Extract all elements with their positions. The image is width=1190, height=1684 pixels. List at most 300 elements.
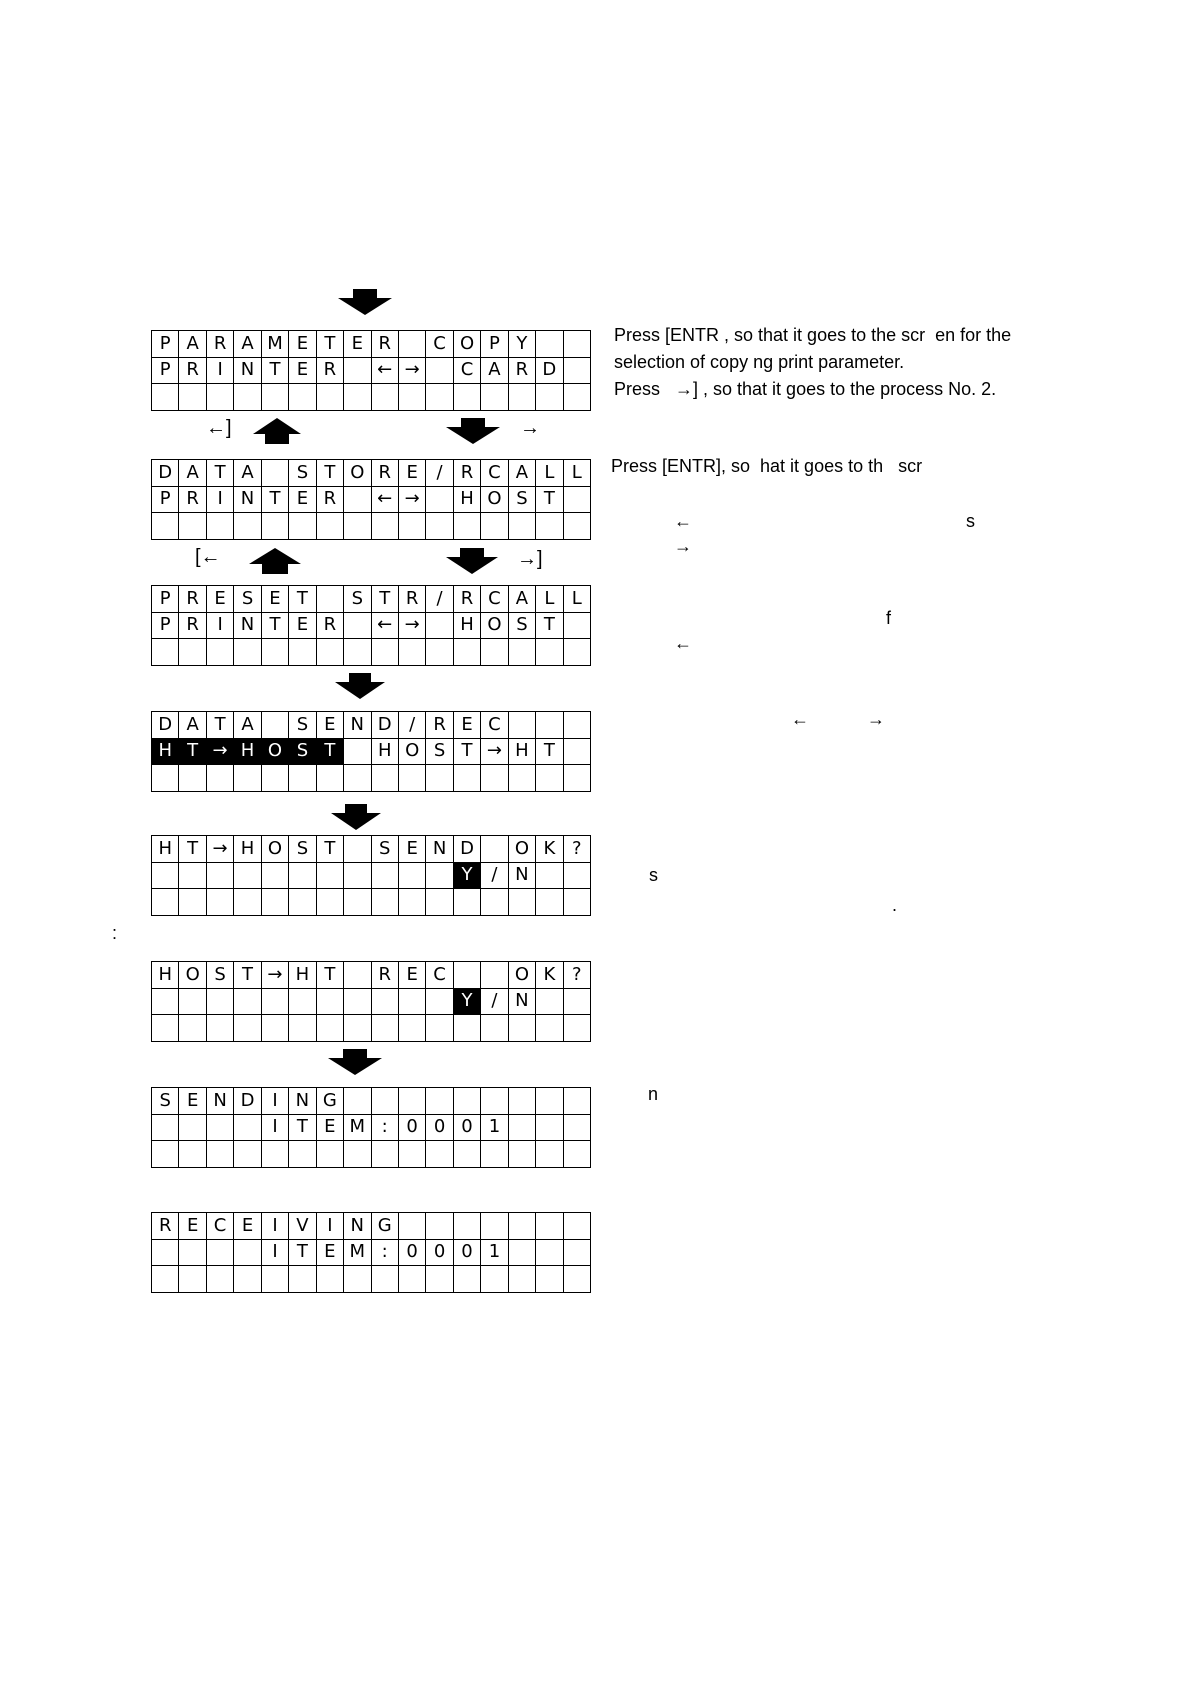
lcd-cell bbox=[152, 1266, 179, 1293]
lcd-cell bbox=[564, 765, 591, 792]
lcd-cell bbox=[454, 384, 481, 411]
lcd-cell bbox=[564, 863, 591, 890]
lcd-screen-data-send-rec bbox=[151, 711, 591, 792]
lcd-cell: T bbox=[262, 613, 289, 640]
lcd-cell bbox=[234, 989, 261, 1016]
lcd-cell: 0 bbox=[454, 1240, 481, 1267]
lcd-cell bbox=[564, 1088, 591, 1115]
lcd-cell: R bbox=[317, 358, 344, 385]
lcd-cell bbox=[564, 358, 591, 385]
lcd-cell bbox=[481, 1088, 508, 1115]
lcd-cell bbox=[481, 384, 508, 411]
lcd-cell bbox=[317, 513, 344, 540]
lcd-cell: → bbox=[399, 487, 426, 514]
lcd-cell: ← bbox=[372, 487, 399, 514]
lcd-cell: A bbox=[179, 712, 206, 739]
lcd-cell bbox=[426, 1015, 453, 1042]
lcd-cell bbox=[317, 1141, 344, 1168]
lcd-screen-receiving bbox=[151, 1212, 591, 1293]
lcd-cell bbox=[509, 1015, 536, 1042]
lcd-screen-sending bbox=[151, 1087, 591, 1168]
lcd-cell bbox=[481, 1141, 508, 1168]
lcd-cell bbox=[207, 989, 234, 1016]
lcd-cell: T bbox=[317, 739, 344, 766]
lcd-cell bbox=[509, 513, 536, 540]
lcd-cell bbox=[262, 863, 289, 890]
lcd-cell: T bbox=[262, 358, 289, 385]
lcd-cell: D bbox=[454, 836, 481, 863]
lcd-cell: / bbox=[426, 586, 453, 613]
lcd-cell bbox=[179, 639, 206, 666]
lcd-cell bbox=[344, 1266, 371, 1293]
lcd-cell bbox=[399, 331, 426, 358]
lcd-cell bbox=[289, 1141, 316, 1168]
lcd-cell bbox=[481, 962, 508, 989]
lcd-cell bbox=[344, 863, 371, 890]
lcd-cell bbox=[179, 1115, 206, 1142]
lcd-cell bbox=[152, 989, 179, 1016]
lcd-cell bbox=[179, 384, 206, 411]
lcd-cell: R bbox=[399, 586, 426, 613]
lcd-cell: O bbox=[481, 613, 508, 640]
lcd-cell bbox=[564, 1115, 591, 1142]
lcd-cell bbox=[399, 989, 426, 1016]
note-fragment: n bbox=[648, 1084, 659, 1104]
lcd-cell: T bbox=[289, 1240, 316, 1267]
lcd-cell bbox=[262, 889, 289, 916]
lcd-cell: T bbox=[317, 460, 344, 487]
lcd-cell: 1 bbox=[481, 1240, 508, 1267]
lcd-cell bbox=[509, 384, 536, 411]
lcd-cell bbox=[536, 1266, 563, 1293]
lcd-cell: M bbox=[344, 1115, 371, 1142]
lcd-cell bbox=[207, 384, 234, 411]
lcd-cell: N bbox=[344, 1213, 371, 1240]
lcd-cell bbox=[536, 1115, 563, 1142]
lcd-cell bbox=[344, 889, 371, 916]
lcd-cell: S bbox=[509, 613, 536, 640]
lcd-cell bbox=[179, 989, 206, 1016]
lcd-cell bbox=[564, 1240, 591, 1267]
lcd-cell bbox=[564, 1213, 591, 1240]
lcd-cell bbox=[207, 1141, 234, 1168]
lcd-cell: N bbox=[426, 836, 453, 863]
lcd-cell: → bbox=[262, 962, 289, 989]
lcd-cell: C bbox=[454, 358, 481, 385]
lcd-cell bbox=[426, 513, 453, 540]
lcd-cell bbox=[536, 765, 563, 792]
lcd-cell bbox=[344, 613, 371, 640]
lcd-cell: S bbox=[426, 739, 453, 766]
lcd-cell: I bbox=[262, 1240, 289, 1267]
lcd-cell: S bbox=[289, 836, 316, 863]
lcd-cell: I bbox=[317, 1213, 344, 1240]
lcd-cell bbox=[234, 863, 261, 890]
lcd-cell: R bbox=[372, 962, 399, 989]
lcd-cell bbox=[481, 765, 508, 792]
lcd-cell: N bbox=[344, 712, 371, 739]
lcd-cell bbox=[234, 1141, 261, 1168]
lcd-cell bbox=[426, 989, 453, 1016]
lcd-cell bbox=[426, 863, 453, 890]
lcd-cell: : bbox=[372, 1240, 399, 1267]
lcd-cell: R bbox=[179, 358, 206, 385]
lcd-cell: 0 bbox=[426, 1240, 453, 1267]
lcd-cell bbox=[179, 1240, 206, 1267]
lcd-cell bbox=[234, 1266, 261, 1293]
lcd-cell bbox=[372, 1141, 399, 1168]
lcd-cell: E bbox=[289, 331, 316, 358]
lcd-cell bbox=[234, 765, 261, 792]
lcd-cell: T bbox=[317, 962, 344, 989]
lcd-cell: ? bbox=[564, 836, 591, 863]
lcd-cell: E bbox=[317, 1240, 344, 1267]
lcd-cell bbox=[536, 712, 563, 739]
lcd-cell: P bbox=[152, 586, 179, 613]
lcd-cell bbox=[289, 765, 316, 792]
lcd-cell bbox=[207, 889, 234, 916]
lcd-cell: P bbox=[152, 331, 179, 358]
lcd-screen-data-store-rcall bbox=[151, 459, 591, 540]
lcd-cell bbox=[152, 513, 179, 540]
note-fragment: ← bbox=[791, 709, 809, 729]
lcd-cell bbox=[179, 765, 206, 792]
lcd-cell: I bbox=[262, 1088, 289, 1115]
lcd-cell: T bbox=[536, 613, 563, 640]
lcd-cell bbox=[152, 1240, 179, 1267]
lcd-cell: E bbox=[207, 586, 234, 613]
lcd-cell bbox=[454, 962, 481, 989]
lcd-cell: N bbox=[234, 358, 261, 385]
lcd-cell bbox=[179, 1141, 206, 1168]
lcd-cell bbox=[344, 1141, 371, 1168]
lcd-cell: T bbox=[536, 739, 563, 766]
lcd-cell bbox=[399, 1213, 426, 1240]
nav-left-label: [← bbox=[195, 546, 221, 568]
lcd-cell: O bbox=[509, 836, 536, 863]
lcd-cell bbox=[372, 765, 399, 792]
lcd-cell bbox=[509, 765, 536, 792]
lcd-cell: O bbox=[344, 460, 371, 487]
lcd-cell bbox=[399, 639, 426, 666]
lcd-cell bbox=[207, 1115, 234, 1142]
lcd-cell bbox=[289, 889, 316, 916]
lcd-cell: R bbox=[509, 358, 536, 385]
lcd-cell: D bbox=[372, 712, 399, 739]
lcd-cell bbox=[454, 639, 481, 666]
lcd-cell bbox=[399, 1015, 426, 1042]
lcd-cell: E bbox=[317, 1115, 344, 1142]
lcd-cell bbox=[372, 1015, 399, 1042]
lcd-cell: T bbox=[179, 836, 206, 863]
lcd-screen-parameter-copy bbox=[151, 330, 591, 411]
lcd-cell: M bbox=[344, 1240, 371, 1267]
lcd-cell bbox=[207, 1015, 234, 1042]
lcd-cell bbox=[509, 889, 536, 916]
lcd-cell bbox=[536, 1240, 563, 1267]
lcd-cell: ? bbox=[564, 962, 591, 989]
lcd-cell bbox=[372, 989, 399, 1016]
lcd-cell bbox=[481, 889, 508, 916]
lcd-cell: A bbox=[234, 712, 261, 739]
lcd-cell bbox=[344, 639, 371, 666]
lcd-cell: S bbox=[289, 739, 316, 766]
lcd-cell: A bbox=[509, 460, 536, 487]
lcd-cell bbox=[564, 889, 591, 916]
lcd-cell bbox=[289, 513, 316, 540]
lcd-cell bbox=[454, 889, 481, 916]
lcd-cell: O bbox=[399, 739, 426, 766]
lcd-cell: R bbox=[152, 1213, 179, 1240]
lcd-cell: / bbox=[481, 989, 508, 1016]
lcd-cell: E bbox=[179, 1213, 206, 1240]
lcd-cell: C bbox=[207, 1213, 234, 1240]
lcd-cell: H bbox=[454, 613, 481, 640]
lcd-cell bbox=[454, 1213, 481, 1240]
lcd-cell bbox=[317, 1266, 344, 1293]
lcd-cell bbox=[372, 384, 399, 411]
lcd-cell: R bbox=[454, 460, 481, 487]
lcd-cell bbox=[152, 889, 179, 916]
note-fragment: ← bbox=[674, 633, 692, 653]
lcd-cell bbox=[426, 1088, 453, 1115]
lcd-cell: E bbox=[262, 586, 289, 613]
lcd-cell: E bbox=[179, 1088, 206, 1115]
lcd-cell: T bbox=[179, 739, 206, 766]
lcd-cell bbox=[344, 358, 371, 385]
lcd-cell: C bbox=[481, 460, 508, 487]
lcd-cell bbox=[536, 639, 563, 666]
lcd-cell bbox=[289, 1015, 316, 1042]
lcd-cell bbox=[454, 1141, 481, 1168]
lcd-cell bbox=[234, 1015, 261, 1042]
lcd-cell bbox=[152, 639, 179, 666]
lcd-cell bbox=[399, 384, 426, 411]
lcd-cell bbox=[481, 1213, 508, 1240]
lcd-cell bbox=[399, 863, 426, 890]
lcd-cell: / bbox=[426, 460, 453, 487]
lcd-cell bbox=[426, 1141, 453, 1168]
lcd-cell: E bbox=[344, 331, 371, 358]
lcd-cell: O bbox=[481, 487, 508, 514]
lcd-cell bbox=[152, 1141, 179, 1168]
lcd-cell: N bbox=[509, 989, 536, 1016]
lcd-cell bbox=[399, 1141, 426, 1168]
lcd-cell bbox=[179, 863, 206, 890]
lcd-cell: R bbox=[372, 460, 399, 487]
nav-right-label: → bbox=[520, 417, 540, 439]
lcd-cell bbox=[289, 989, 316, 1016]
lcd-cell: P bbox=[481, 331, 508, 358]
lcd-cell bbox=[536, 513, 563, 540]
lcd-cell bbox=[426, 889, 453, 916]
lcd-cell bbox=[344, 384, 371, 411]
lcd-cell: C bbox=[426, 331, 453, 358]
lcd-cell bbox=[509, 1240, 536, 1267]
lcd-cell: E bbox=[289, 358, 316, 385]
lcd-cell: 0 bbox=[399, 1240, 426, 1267]
lcd-cell: T bbox=[289, 586, 316, 613]
lcd-cell bbox=[207, 513, 234, 540]
lcd-cell bbox=[426, 765, 453, 792]
lcd-cell: / bbox=[481, 863, 508, 890]
down-arrow-icon bbox=[328, 1049, 382, 1075]
lcd-cell: E bbox=[234, 1213, 261, 1240]
lcd-cell bbox=[372, 1088, 399, 1115]
lcd-cell: ← bbox=[372, 613, 399, 640]
lcd-cell: R bbox=[179, 613, 206, 640]
lcd-cell bbox=[564, 989, 591, 1016]
lcd-screen-preset-str-rcall bbox=[151, 585, 591, 666]
lcd-cell bbox=[344, 1088, 371, 1115]
lcd-cell bbox=[234, 1240, 261, 1267]
lcd-cell: S bbox=[234, 586, 261, 613]
lcd-cell: E bbox=[399, 460, 426, 487]
lcd-cell bbox=[234, 1115, 261, 1142]
lcd-cell: R bbox=[426, 712, 453, 739]
lcd-cell bbox=[317, 586, 344, 613]
lcd-cell: T bbox=[234, 962, 261, 989]
lcd-cell: N bbox=[289, 1088, 316, 1115]
lcd-cell: O bbox=[454, 331, 481, 358]
lcd-cell: : bbox=[372, 1115, 399, 1142]
lcd-cell bbox=[372, 513, 399, 540]
lcd-cell: R bbox=[317, 487, 344, 514]
lcd-cell bbox=[262, 765, 289, 792]
lcd-cell bbox=[372, 1266, 399, 1293]
lcd-cell bbox=[152, 1015, 179, 1042]
lcd-cell bbox=[454, 1266, 481, 1293]
lcd-cell bbox=[564, 739, 591, 766]
lcd-cell bbox=[481, 1015, 508, 1042]
lcd-cell: → bbox=[207, 739, 234, 766]
lcd-cell: S bbox=[509, 487, 536, 514]
note-line: Press →] , so that it goes to the process No. 2. bbox=[614, 379, 997, 399]
lcd-cell bbox=[317, 889, 344, 916]
lcd-cell bbox=[426, 1266, 453, 1293]
lcd-cell bbox=[564, 487, 591, 514]
lcd-cell bbox=[317, 863, 344, 890]
lcd-cell: ← bbox=[372, 358, 399, 385]
lcd-cell bbox=[536, 1088, 563, 1115]
lcd-cell bbox=[262, 513, 289, 540]
lcd-cell bbox=[152, 863, 179, 890]
lcd-cell: A bbox=[509, 586, 536, 613]
lcd-cell bbox=[262, 1266, 289, 1293]
lcd-cell bbox=[344, 487, 371, 514]
lcd-cell: S bbox=[372, 836, 399, 863]
lcd-cell bbox=[564, 1266, 591, 1293]
lcd-cell: D bbox=[152, 460, 179, 487]
lcd-cell bbox=[564, 331, 591, 358]
lcd-cell: K bbox=[536, 962, 563, 989]
lcd-cell bbox=[481, 513, 508, 540]
lcd-cell: O bbox=[262, 739, 289, 766]
lcd-cell: L bbox=[564, 460, 591, 487]
lcd-cell bbox=[234, 384, 261, 411]
lcd-cell: C bbox=[481, 712, 508, 739]
lcd-cell: G bbox=[372, 1213, 399, 1240]
lcd-cell bbox=[454, 1015, 481, 1042]
lcd-cell: I bbox=[207, 613, 234, 640]
lcd-cell bbox=[481, 836, 508, 863]
lcd-cell: 0 bbox=[399, 1115, 426, 1142]
lcd-cell bbox=[536, 1141, 563, 1168]
lcd-cell: I bbox=[262, 1115, 289, 1142]
nav-right-label: →] bbox=[517, 548, 543, 570]
note-line: Press [ENTR , so that it goes to the scr en for the bbox=[614, 325, 1012, 345]
lcd-cell bbox=[262, 384, 289, 411]
lcd-cell bbox=[289, 863, 316, 890]
lcd-cell: → bbox=[399, 613, 426, 640]
lcd-cell: H bbox=[152, 836, 179, 863]
lcd-cell bbox=[344, 1015, 371, 1042]
lcd-cell: C bbox=[481, 586, 508, 613]
lcd-cell bbox=[179, 513, 206, 540]
lcd-cell: S bbox=[207, 962, 234, 989]
lcd-cell bbox=[152, 1115, 179, 1142]
lcd-cell bbox=[481, 639, 508, 666]
lcd-cell: S bbox=[152, 1088, 179, 1115]
lcd-cell: H bbox=[372, 739, 399, 766]
lcd-cell: S bbox=[289, 712, 316, 739]
note-line: selection of copy ng print parameter. bbox=[614, 352, 905, 372]
lcd-cell: E bbox=[399, 836, 426, 863]
lcd-cell bbox=[426, 1213, 453, 1240]
lcd-cell: E bbox=[454, 712, 481, 739]
lcd-cell: M bbox=[262, 331, 289, 358]
lcd-cell: Y bbox=[454, 989, 481, 1016]
lcd-cell bbox=[426, 613, 453, 640]
lcd-cell bbox=[536, 989, 563, 1016]
lcd-cell: T bbox=[317, 331, 344, 358]
lcd-cell bbox=[564, 639, 591, 666]
lcd-cell bbox=[317, 639, 344, 666]
lcd-cell bbox=[372, 639, 399, 666]
lcd-cell bbox=[179, 1266, 206, 1293]
lcd-cell: D bbox=[234, 1088, 261, 1115]
lcd-cell: E bbox=[399, 962, 426, 989]
lcd-cell: T bbox=[536, 487, 563, 514]
lcd-cell: A bbox=[234, 331, 261, 358]
up-arrow-icon bbox=[253, 418, 301, 444]
note-fragment: → bbox=[674, 536, 692, 556]
note-fragment: → bbox=[867, 709, 885, 729]
lcd-cell: T bbox=[262, 487, 289, 514]
lcd-cell bbox=[426, 487, 453, 514]
lcd-cell: Y bbox=[454, 863, 481, 890]
lcd-cell: N bbox=[234, 613, 261, 640]
lcd-cell: H bbox=[234, 739, 261, 766]
lcd-cell: H bbox=[152, 739, 179, 766]
lcd-cell bbox=[207, 1240, 234, 1267]
lcd-cell: L bbox=[536, 586, 563, 613]
lcd-cell bbox=[262, 639, 289, 666]
lcd-screen-host-ht-rec-ok bbox=[151, 961, 591, 1042]
lcd-cell bbox=[234, 889, 261, 916]
lcd-cell bbox=[399, 1266, 426, 1293]
lcd-cell bbox=[564, 712, 591, 739]
lcd-cell: H bbox=[234, 836, 261, 863]
lcd-cell: L bbox=[564, 586, 591, 613]
lcd-cell bbox=[344, 989, 371, 1016]
down-arrow-icon bbox=[335, 673, 385, 699]
lcd-cell: H bbox=[454, 487, 481, 514]
lcd-cell bbox=[262, 1141, 289, 1168]
lcd-cell: R bbox=[372, 331, 399, 358]
lcd-cell bbox=[426, 384, 453, 411]
lcd-cell bbox=[509, 639, 536, 666]
